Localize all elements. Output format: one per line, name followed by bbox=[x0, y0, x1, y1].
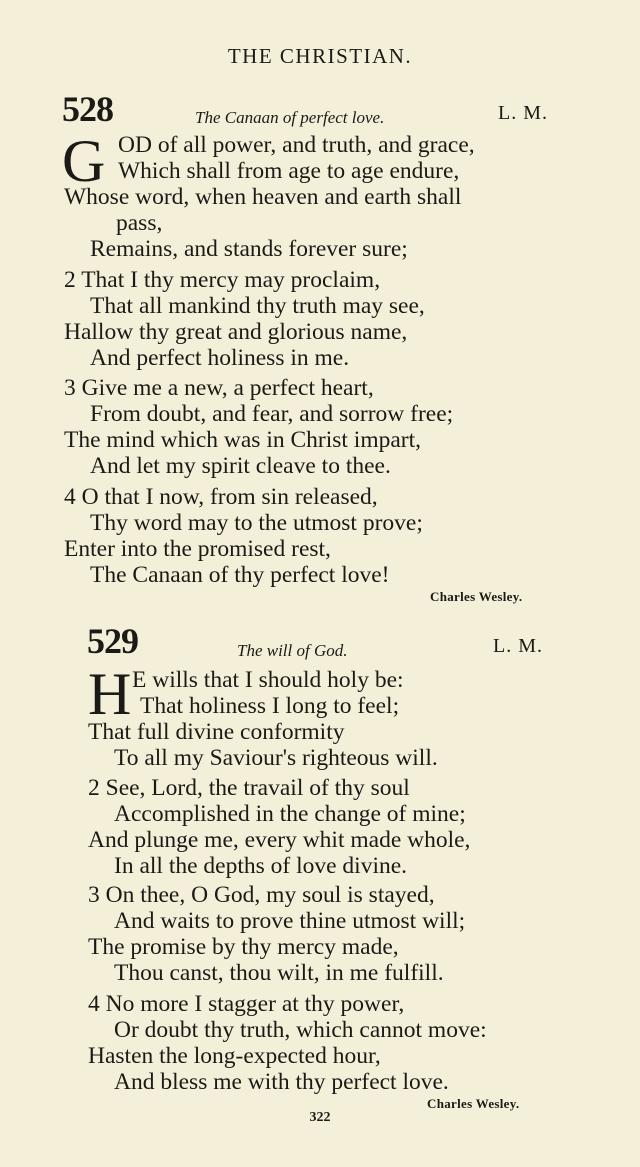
hymn-meter: L. M. bbox=[493, 635, 543, 657]
drop-cap: G bbox=[62, 128, 106, 194]
verse-line: OD of all power, and truth, and grace, bbox=[118, 132, 475, 158]
hymn-title: The Canaan of perfect love. bbox=[195, 108, 385, 127]
verse-line: That full divine conformity bbox=[88, 719, 345, 745]
verse-line: And bless me with thy perfect love. bbox=[114, 1069, 449, 1095]
page-number: 322 bbox=[309, 1110, 331, 1125]
hymn-528-header bbox=[0, 88, 640, 128]
verse-line: And plunge me, every whit made whole, bbox=[88, 827, 471, 853]
verse-line: Or doubt thy truth, which cannot move: bbox=[114, 1017, 487, 1043]
verse-line: 4 No more I stagger at thy power, bbox=[88, 991, 405, 1017]
author-credit: Charles Wesley. bbox=[430, 589, 523, 604]
verse-line: E wills that I should holy be: bbox=[132, 667, 404, 693]
verse-line: Enter into the promised rest, bbox=[64, 536, 331, 562]
hymn-title: The will of God. bbox=[237, 641, 348, 660]
verse-line: And let my spirit cleave to thee. bbox=[90, 453, 391, 479]
verse-line: The Canaan of thy perfect love! bbox=[90, 562, 390, 588]
drop-cap: H bbox=[88, 661, 132, 727]
verse-line: The promise by thy mercy made, bbox=[88, 934, 399, 960]
verse-line: Hallow thy great and glorious name, bbox=[64, 319, 408, 345]
verse-line: 3 On thee, O God, my soul is stayed, bbox=[88, 882, 435, 908]
verse-line: 2 See, Lord, the travail of thy soul bbox=[88, 775, 410, 801]
verse-line: And waits to prove thine utmost will; bbox=[114, 908, 466, 934]
verse-line: The mind which was in Christ impart, bbox=[64, 427, 422, 453]
verse-line: Accomplished in the change of mine; bbox=[114, 801, 466, 827]
verse-line: 2 That I thy mercy may proclaim, bbox=[64, 267, 381, 293]
verse-line: And perfect holiness in me. bbox=[90, 345, 350, 371]
verse-line: To all my Saviour's righteous will. bbox=[114, 745, 438, 771]
verse-line: Hasten the long-expected hour, bbox=[88, 1043, 381, 1069]
verse-line: 3 Give me a new, a perfect heart, bbox=[64, 375, 374, 401]
verse-line: Thou canst, thou wilt, in me fulfill. bbox=[114, 960, 444, 986]
verse-line: Remains, and stands forever sure; bbox=[90, 236, 408, 262]
verse-line: Whose word, when heaven and earth shall bbox=[64, 184, 462, 210]
author-credit: Charles Wesley. bbox=[427, 1096, 520, 1111]
verse-line: 4 O that I now, from sin released, bbox=[64, 484, 378, 510]
verse-line: pass, bbox=[116, 210, 163, 236]
hymn-meter: L. M. bbox=[498, 102, 548, 124]
hymn-number: 529 bbox=[87, 621, 138, 661]
verse-line: That all mankind thy truth may see, bbox=[90, 293, 425, 319]
verse-line: Thy word may to the utmost prove; bbox=[90, 510, 423, 536]
verse-line: From doubt, and fear, and sorrow free; bbox=[90, 401, 454, 427]
hymn-number: 528 bbox=[62, 89, 113, 129]
verse-line: Which shall from age to age endure, bbox=[118, 158, 460, 184]
hymn-529-header bbox=[0, 620, 640, 660]
verse-line: That holiness I long to feel; bbox=[140, 693, 400, 719]
running-head: THE CHRISTIAN. bbox=[227, 44, 413, 68]
verse-line: In all the depths of love divine. bbox=[114, 853, 408, 879]
